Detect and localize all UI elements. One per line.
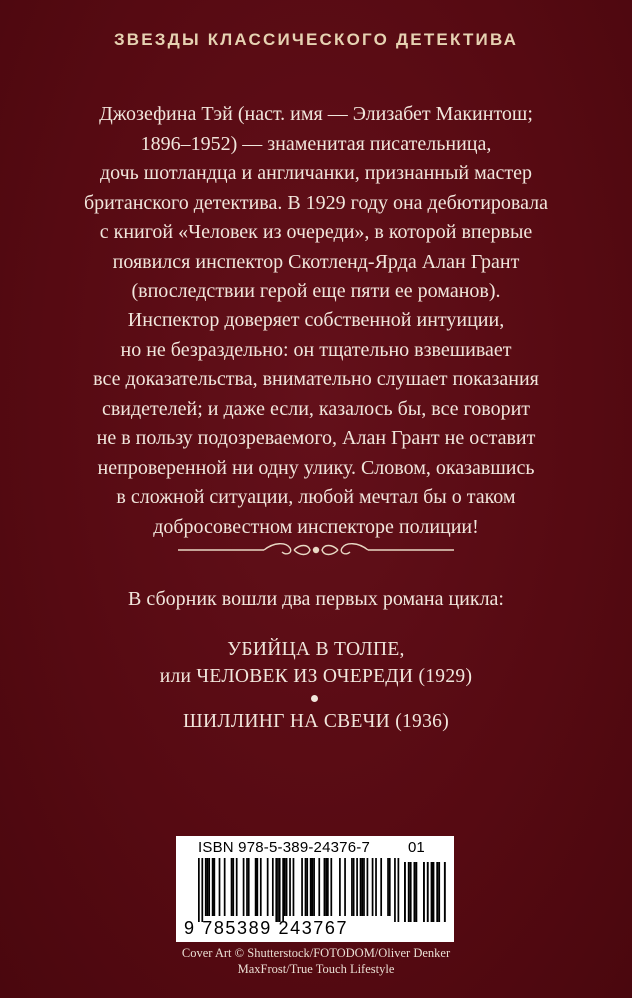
text-line: в сложной ситуации, любой мечтал бы о таком (116, 486, 516, 508)
barcode-bar (310, 858, 312, 916)
barcode-bar (387, 858, 389, 916)
barcode-bar (431, 862, 433, 922)
barcode-bar (213, 858, 215, 916)
barcode-bar (410, 862, 412, 922)
barcode-bar (339, 858, 341, 916)
barcode-bar (293, 858, 295, 916)
barcode-bar (404, 862, 406, 922)
barcode-bar (289, 858, 291, 916)
barcode-bar (255, 858, 257, 916)
barcode-bar (444, 862, 446, 922)
barcode-bar (232, 858, 234, 916)
barcode-bar (224, 858, 226, 916)
barcode-bar (414, 862, 416, 922)
barcode-bar (282, 858, 284, 922)
barcode-digits: 9 785389 243767 (184, 918, 349, 938)
text-line: британского детектива. В 1929 году она дебютировала (83, 191, 548, 214)
barcode-bar (415, 862, 417, 922)
barcode-bar (312, 858, 314, 916)
barcode-bar (327, 858, 329, 916)
barcode-bar (207, 858, 209, 916)
text-line: 1896–1952) — знаменитая писательница, (140, 132, 492, 155)
text-line: не в пользу подозреваемого, Алан Грант не оставит (96, 427, 536, 449)
novel-title-2: ШИЛЛИНГ НА СВЕЧИ (1936) (183, 711, 449, 732)
barcode-bar (361, 858, 363, 916)
barcode-bar (277, 858, 279, 922)
barcode-bar (353, 858, 355, 916)
text-line: Инспектор доверяет собственной интуиции, (127, 309, 505, 331)
barcode-bar (438, 862, 440, 922)
barcode-bar (372, 858, 374, 916)
barcode-bar (306, 858, 308, 916)
barcode-bar (367, 858, 369, 916)
text-line: все доказательства, внимательно слушает показания (93, 368, 539, 390)
inspector-description-paragraph (60, 306, 572, 542)
text-line: непроверенной ни одну улику. Словом, оказавшись (97, 456, 535, 479)
barcode-bar (356, 858, 358, 916)
text-line: но не безраздельно: он тщательно взвешивает (120, 338, 512, 361)
text-line: появился инспектор Скотленд-Ярда Алан Грант (112, 250, 520, 273)
credit-line: Cover Art © Shutterstock/FOTODOM/Oliver Denker (181, 946, 451, 960)
barcode-bar (305, 858, 307, 916)
cover-credits (0, 945, 632, 977)
barcode-bar (284, 858, 286, 916)
barcode-bar (394, 858, 396, 922)
barcode-bar (231, 858, 233, 916)
barcode-bar (212, 858, 214, 916)
barcode-bar (208, 858, 210, 916)
isbn-number: ISBN 978-5-389-24376-7 (198, 839, 371, 856)
barcode-bar (433, 862, 435, 922)
ornament-divider-icon (176, 538, 456, 562)
barcode-bar (256, 858, 258, 916)
barcode-bar (243, 858, 245, 916)
novel-title-1 (0, 636, 632, 690)
barcode-bar (375, 858, 377, 916)
barcode-bar (260, 858, 262, 916)
barcode-bar (408, 862, 410, 922)
barcode-bar (380, 858, 382, 916)
barcode-bar (219, 858, 221, 916)
barcode-bar (427, 862, 429, 922)
credit-line: MaxFrost/True Touch Lifestyle (237, 962, 395, 976)
barcode-bar (205, 858, 207, 916)
collection-intro: В сборник вошли два первых романа цикла: (128, 588, 504, 610)
barcode-bar (324, 858, 326, 916)
barcode-bar (267, 858, 269, 916)
isbn-barcode (176, 836, 454, 942)
barcode-bar (363, 858, 365, 916)
barcode-bar (236, 858, 238, 916)
barcode-bar (272, 858, 274, 916)
barcode-bar (398, 858, 400, 922)
text-line: с книгой «Человек из очереди», в которой впервые (99, 221, 533, 243)
barcode-bar (286, 858, 288, 916)
barcode-bar (246, 858, 248, 916)
barcode-bar (351, 858, 353, 916)
barcode-bar (198, 858, 200, 922)
barcode-bar (325, 858, 327, 916)
barcode-bar (279, 858, 281, 922)
barcode-bar (318, 858, 320, 916)
barcode-bar (360, 858, 362, 916)
barcode-bar (313, 858, 315, 916)
barcode-bar (423, 862, 425, 922)
text-line: добросовестном инспекторе полиции! (153, 515, 479, 538)
barcode-bar (201, 858, 203, 922)
barcode-bar (301, 858, 303, 916)
barcode-bar (330, 858, 332, 916)
barcode-bar (248, 858, 250, 916)
barcode-bar (344, 858, 346, 916)
novel-title-1-line1: УБИЙЦА В ТОЛПЕ, (227, 639, 405, 660)
text-line: Джозефина Тэй (наст. имя — Элизабет Макинтош; (99, 103, 533, 125)
barcode-bar (275, 858, 277, 922)
bullet-separator (311, 695, 318, 702)
barcode-bar (436, 862, 438, 922)
text-line: (впоследствии герой еще пяти ее романов). (131, 280, 501, 302)
author-bio-paragraph (60, 100, 572, 307)
text-line: дочь шотландца и англичанки, признанный мастер (99, 162, 533, 184)
novel-title-1-line2: или ЧЕЛОВЕК ИЗ ОЧЕРЕДИ (1929) (159, 666, 473, 687)
text-line: свидетелей; и даже если, казалось бы, все говорит (101, 397, 531, 420)
series-title: ЗВЕЗДЫ КЛАССИЧЕСКОГО ДЕТЕКТИВА (113, 30, 519, 49)
isbn-addon-number: 01 (408, 839, 425, 856)
barcode-bar (389, 858, 391, 916)
